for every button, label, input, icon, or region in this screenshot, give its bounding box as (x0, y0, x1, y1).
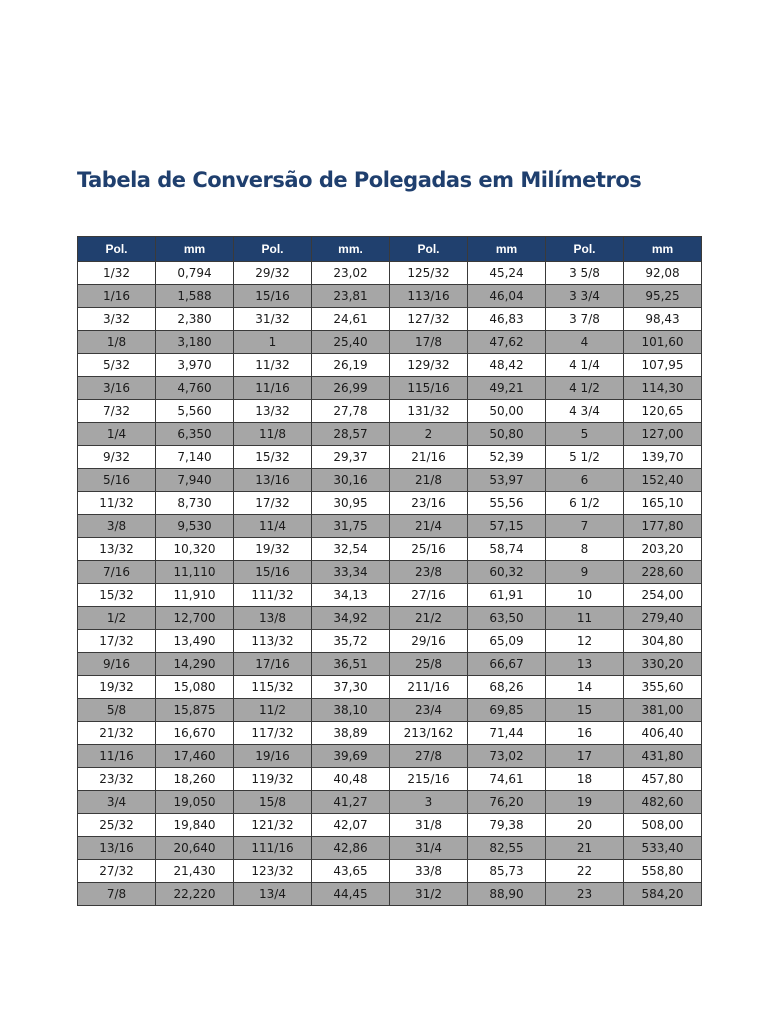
inch-cell: 21/32 (78, 722, 156, 745)
mm-cell: 63,50 (468, 607, 546, 630)
inch-cell: 1 (234, 331, 312, 354)
mm-cell: 9,530 (156, 515, 234, 538)
mm-cell: 558,80 (624, 860, 702, 883)
inch-cell: 19/16 (234, 745, 312, 768)
mm-cell: 203,20 (624, 538, 702, 561)
mm-cell: 27,78 (312, 400, 390, 423)
inch-cell: 213/162 (390, 722, 468, 745)
inch-cell: 15 (546, 699, 624, 722)
mm-cell: 43,65 (312, 860, 390, 883)
inch-cell: 4 (546, 331, 624, 354)
inch-cell: 25/16 (390, 538, 468, 561)
inch-cell: 23/8 (390, 561, 468, 584)
mm-cell: 19,050 (156, 791, 234, 814)
mm-cell: 44,45 (312, 883, 390, 906)
inch-cell: 20 (546, 814, 624, 837)
mm-cell: 10,320 (156, 538, 234, 561)
inch-cell: 15/16 (234, 285, 312, 308)
inch-cell: 1/16 (78, 285, 156, 308)
inch-cell: 3 (390, 791, 468, 814)
inch-cell: 6 (546, 469, 624, 492)
inch-cell: 19 (546, 791, 624, 814)
inch-cell: 11 (546, 607, 624, 630)
table-row (78, 676, 702, 699)
mm-cell: 11,110 (156, 561, 234, 584)
mm-cell: 79,38 (468, 814, 546, 837)
inch-cell: 1/4 (78, 423, 156, 446)
inch-cell: 17/32 (234, 492, 312, 515)
inch-cell: 21/4 (390, 515, 468, 538)
inch-cell: 7/32 (78, 400, 156, 423)
inch-cell: 4 1/4 (546, 354, 624, 377)
inch-cell: 19/32 (234, 538, 312, 561)
inch-cell: 13/16 (234, 469, 312, 492)
mm-cell: 42,07 (312, 814, 390, 837)
mm-cell: 152,40 (624, 469, 702, 492)
inch-cell: 31/32 (234, 308, 312, 331)
inch-cell: 8 (546, 538, 624, 561)
inch-cell: 11/16 (78, 745, 156, 768)
mm-cell: 23,81 (312, 285, 390, 308)
inch-cell: 13 (546, 653, 624, 676)
mm-cell: 23,02 (312, 262, 390, 285)
mm-cell: 304,80 (624, 630, 702, 653)
column-header: mm (468, 237, 546, 262)
inch-cell: 4 1/2 (546, 377, 624, 400)
mm-cell: 46,83 (468, 308, 546, 331)
mm-cell: 15,875 (156, 699, 234, 722)
table-row (78, 653, 702, 676)
table-row (78, 860, 702, 883)
table-row (78, 469, 702, 492)
inch-cell: 19/32 (78, 676, 156, 699)
inch-cell: 31/2 (390, 883, 468, 906)
inch-cell: 27/8 (390, 745, 468, 768)
inch-cell: 21/8 (390, 469, 468, 492)
mm-cell: 127,00 (624, 423, 702, 446)
mm-cell: 52,39 (468, 446, 546, 469)
mm-cell: 22,220 (156, 883, 234, 906)
mm-cell: 30,16 (312, 469, 390, 492)
inch-cell: 7/16 (78, 561, 156, 584)
table-row (78, 308, 702, 331)
inch-cell: 1/32 (78, 262, 156, 285)
mm-cell: 92,08 (624, 262, 702, 285)
inch-cell: 11/32 (78, 492, 156, 515)
mm-cell: 60,32 (468, 561, 546, 584)
mm-cell: 55,56 (468, 492, 546, 515)
inch-cell: 7 (546, 515, 624, 538)
inch-cell: 215/16 (390, 768, 468, 791)
inch-cell: 23/32 (78, 768, 156, 791)
mm-cell: 50,00 (468, 400, 546, 423)
column-header: Pol. (234, 237, 312, 262)
mm-cell: 508,00 (624, 814, 702, 837)
mm-cell: 57,15 (468, 515, 546, 538)
column-header: Pol. (78, 237, 156, 262)
table-row (78, 883, 702, 906)
mm-cell: 28,57 (312, 423, 390, 446)
inch-cell: 3/16 (78, 377, 156, 400)
inch-cell: 13/32 (78, 538, 156, 561)
inch-cell: 29/16 (390, 630, 468, 653)
mm-cell: 41,27 (312, 791, 390, 814)
inch-cell: 115/32 (234, 676, 312, 699)
inch-cell: 3 5/8 (546, 262, 624, 285)
table-row (78, 722, 702, 745)
mm-cell: 98,43 (624, 308, 702, 331)
table-row (78, 814, 702, 837)
inch-cell: 3 7/8 (546, 308, 624, 331)
mm-cell: 39,69 (312, 745, 390, 768)
inch-cell: 1/8 (78, 331, 156, 354)
inch-cell: 13/32 (234, 400, 312, 423)
inch-cell: 31/8 (390, 814, 468, 837)
inch-cell: 5/32 (78, 354, 156, 377)
mm-cell: 20,640 (156, 837, 234, 860)
mm-cell: 32,54 (312, 538, 390, 561)
table-row (78, 400, 702, 423)
inch-cell: 17/32 (78, 630, 156, 653)
mm-cell: 16,670 (156, 722, 234, 745)
mm-cell: 254,00 (624, 584, 702, 607)
mm-cell: 120,65 (624, 400, 702, 423)
mm-cell: 73,02 (468, 745, 546, 768)
inch-cell: 13/4 (234, 883, 312, 906)
inch-cell: 33/8 (390, 860, 468, 883)
inch-cell: 27/16 (390, 584, 468, 607)
table-row (78, 561, 702, 584)
inch-cell: 23/16 (390, 492, 468, 515)
inch-cell: 25/32 (78, 814, 156, 837)
inch-cell: 5 1/2 (546, 446, 624, 469)
inch-cell: 1/2 (78, 607, 156, 630)
inch-cell: 21/2 (390, 607, 468, 630)
table-row (78, 699, 702, 722)
inch-cell: 17/8 (390, 331, 468, 354)
mm-cell: 40,48 (312, 768, 390, 791)
mm-cell: 107,95 (624, 354, 702, 377)
inch-cell: 14 (546, 676, 624, 699)
table-row (78, 630, 702, 653)
mm-cell: 48,42 (468, 354, 546, 377)
table-row (78, 285, 702, 308)
mm-cell: 58,74 (468, 538, 546, 561)
table-row (78, 607, 702, 630)
inch-cell: 117/32 (234, 722, 312, 745)
inch-cell: 113/16 (390, 285, 468, 308)
mm-cell: 139,70 (624, 446, 702, 469)
mm-cell: 46,04 (468, 285, 546, 308)
inch-cell: 10 (546, 584, 624, 607)
mm-cell: 37,30 (312, 676, 390, 699)
inch-cell: 21/16 (390, 446, 468, 469)
mm-cell: 85,73 (468, 860, 546, 883)
mm-cell: 457,80 (624, 768, 702, 791)
column-header: mm. (312, 237, 390, 262)
inch-cell: 12 (546, 630, 624, 653)
column-header: mm (624, 237, 702, 262)
mm-cell: 406,40 (624, 722, 702, 745)
mm-cell: 76,20 (468, 791, 546, 814)
mm-cell: 5,560 (156, 400, 234, 423)
inch-cell: 2 (390, 423, 468, 446)
inch-cell: 11/4 (234, 515, 312, 538)
mm-cell: 34,92 (312, 607, 390, 630)
mm-cell: 533,40 (624, 837, 702, 860)
inch-cell: 22 (546, 860, 624, 883)
mm-cell: 42,86 (312, 837, 390, 860)
table-row (78, 331, 702, 354)
table-row (78, 446, 702, 469)
inch-cell: 111/16 (234, 837, 312, 860)
mm-cell: 74,61 (468, 768, 546, 791)
inch-cell: 131/32 (390, 400, 468, 423)
inch-cell: 15/32 (78, 584, 156, 607)
inch-cell: 25/8 (390, 653, 468, 676)
mm-cell: 14,290 (156, 653, 234, 676)
inch-cell: 31/4 (390, 837, 468, 860)
page-title: Tabela de Conversão de Polegadas em Milímetros (77, 168, 642, 192)
inch-cell: 123/32 (234, 860, 312, 883)
mm-cell: 33,34 (312, 561, 390, 584)
mm-cell: 114,30 (624, 377, 702, 400)
inch-cell: 121/32 (234, 814, 312, 837)
mm-cell: 18,260 (156, 768, 234, 791)
mm-cell: 69,85 (468, 699, 546, 722)
mm-cell: 8,730 (156, 492, 234, 515)
mm-cell: 482,60 (624, 791, 702, 814)
mm-cell: 47,62 (468, 331, 546, 354)
mm-cell: 88,90 (468, 883, 546, 906)
mm-cell: 21,430 (156, 860, 234, 883)
mm-cell: 1,588 (156, 285, 234, 308)
table-body (78, 262, 702, 906)
mm-cell: 50,80 (468, 423, 546, 446)
mm-cell: 65,09 (468, 630, 546, 653)
mm-cell: 12,700 (156, 607, 234, 630)
inch-cell: 15/16 (234, 561, 312, 584)
table-row (78, 492, 702, 515)
mm-cell: 66,67 (468, 653, 546, 676)
inch-cell: 111/32 (234, 584, 312, 607)
table-row (78, 423, 702, 446)
inch-cell: 17 (546, 745, 624, 768)
mm-cell: 15,080 (156, 676, 234, 699)
mm-cell: 355,60 (624, 676, 702, 699)
inch-cell: 7/8 (78, 883, 156, 906)
inch-cell: 127/32 (390, 308, 468, 331)
table-row (78, 837, 702, 860)
inch-cell: 11/32 (234, 354, 312, 377)
mm-cell: 45,24 (468, 262, 546, 285)
inch-cell: 27/32 (78, 860, 156, 883)
mm-cell: 2,380 (156, 308, 234, 331)
inch-cell: 13/16 (78, 837, 156, 860)
mm-cell: 330,20 (624, 653, 702, 676)
mm-cell: 71,44 (468, 722, 546, 745)
inch-cell: 5/8 (78, 699, 156, 722)
inch-cell: 11/16 (234, 377, 312, 400)
mm-cell: 26,19 (312, 354, 390, 377)
table-row (78, 515, 702, 538)
inch-cell: 211/16 (390, 676, 468, 699)
mm-cell: 61,91 (468, 584, 546, 607)
mm-cell: 19,840 (156, 814, 234, 837)
mm-cell: 584,20 (624, 883, 702, 906)
table-row (78, 584, 702, 607)
inch-cell: 16 (546, 722, 624, 745)
mm-cell: 34,13 (312, 584, 390, 607)
mm-cell: 26,99 (312, 377, 390, 400)
inch-cell: 3/8 (78, 515, 156, 538)
mm-cell: 6,350 (156, 423, 234, 446)
inch-cell: 3 3/4 (546, 285, 624, 308)
inch-cell: 3/4 (78, 791, 156, 814)
mm-cell: 35,72 (312, 630, 390, 653)
mm-cell: 381,00 (624, 699, 702, 722)
mm-cell: 4,760 (156, 377, 234, 400)
mm-cell: 30,95 (312, 492, 390, 515)
conversion-table (77, 236, 702, 906)
mm-cell: 3,970 (156, 354, 234, 377)
column-header: mm (156, 237, 234, 262)
mm-cell: 0,794 (156, 262, 234, 285)
inch-cell: 5 (546, 423, 624, 446)
table-header-row (78, 237, 702, 262)
mm-cell: 36,51 (312, 653, 390, 676)
mm-cell: 3,180 (156, 331, 234, 354)
mm-cell: 13,490 (156, 630, 234, 653)
mm-cell: 38,89 (312, 722, 390, 745)
inch-cell: 29/32 (234, 262, 312, 285)
mm-cell: 101,60 (624, 331, 702, 354)
mm-cell: 95,25 (624, 285, 702, 308)
inch-cell: 6 1/2 (546, 492, 624, 515)
mm-cell: 228,60 (624, 561, 702, 584)
mm-cell: 7,940 (156, 469, 234, 492)
inch-cell: 9 (546, 561, 624, 584)
inch-cell: 9/16 (78, 653, 156, 676)
inch-cell: 23/4 (390, 699, 468, 722)
inch-cell: 13/8 (234, 607, 312, 630)
table-row (78, 538, 702, 561)
table-row (78, 791, 702, 814)
mm-cell: 431,80 (624, 745, 702, 768)
mm-cell: 24,61 (312, 308, 390, 331)
inch-cell: 5/16 (78, 469, 156, 492)
inch-cell: 4 3/4 (546, 400, 624, 423)
table-row (78, 745, 702, 768)
mm-cell: 11,910 (156, 584, 234, 607)
table-row (78, 354, 702, 377)
mm-cell: 82,55 (468, 837, 546, 860)
mm-cell: 29,37 (312, 446, 390, 469)
inch-cell: 18 (546, 768, 624, 791)
inch-cell: 3/32 (78, 308, 156, 331)
inch-cell: 9/32 (78, 446, 156, 469)
inch-cell: 15/32 (234, 446, 312, 469)
inch-cell: 11/2 (234, 699, 312, 722)
table-row (78, 262, 702, 285)
mm-cell: 49,21 (468, 377, 546, 400)
inch-cell: 21 (546, 837, 624, 860)
table-row (78, 377, 702, 400)
mm-cell: 7,140 (156, 446, 234, 469)
inch-cell: 15/8 (234, 791, 312, 814)
inch-cell: 129/32 (390, 354, 468, 377)
inch-cell: 125/32 (390, 262, 468, 285)
mm-cell: 31,75 (312, 515, 390, 538)
mm-cell: 68,26 (468, 676, 546, 699)
mm-cell: 38,10 (312, 699, 390, 722)
mm-cell: 17,460 (156, 745, 234, 768)
column-header: Pol. (546, 237, 624, 262)
column-header: Pol. (390, 237, 468, 262)
inch-cell: 119/32 (234, 768, 312, 791)
mm-cell: 53,97 (468, 469, 546, 492)
inch-cell: 23 (546, 883, 624, 906)
mm-cell: 177,80 (624, 515, 702, 538)
mm-cell: 165,10 (624, 492, 702, 515)
mm-cell: 279,40 (624, 607, 702, 630)
table-row (78, 768, 702, 791)
inch-cell: 11/8 (234, 423, 312, 446)
inch-cell: 115/16 (390, 377, 468, 400)
mm-cell: 25,40 (312, 331, 390, 354)
inch-cell: 17/16 (234, 653, 312, 676)
inch-cell: 113/32 (234, 630, 312, 653)
